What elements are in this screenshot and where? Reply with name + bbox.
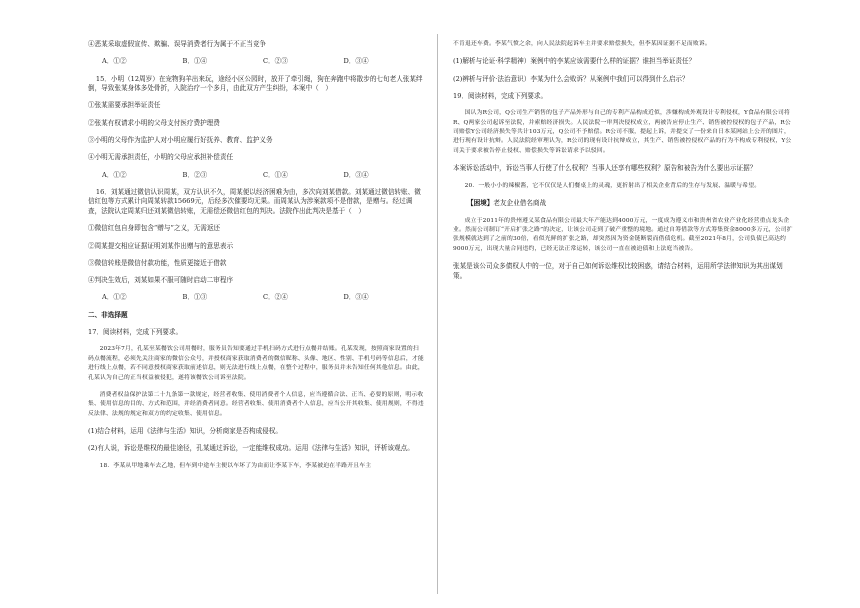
q20-label-tag: 【困境】 [467, 198, 494, 207]
choice-b: B．①③ [182, 293, 208, 302]
q20-section-label [467, 199, 793, 209]
choice-b: B．②③ [182, 170, 208, 179]
q16-option-3: ③微信转账是微信付款功能，性质更接近于借款 [88, 258, 227, 267]
choice-d: D．③④ [343, 57, 369, 66]
left-column [88, 40, 424, 479]
choice-d: D．③④ [343, 170, 369, 179]
q20-label-title: 老友企业借名商战 [493, 198, 547, 207]
q17-material-1: 2023年7月，孔某至某餐饮公司用餐时，服务员告知要通过手机扫码方式进行点餐并结账。孔某发现，按照商家设置的扫码点餐流程，必须先关注商家的微信公众号，并授权商家获取消费者的微信昵称、头像、地区、性别、手机号码等信息后，才能进行线上点餐，若不同意授权商家获取前述信息，则无法进行线上点餐，在整个过程中，服务员并未告知任何其他信息。由此，孔某认为自己的正当权益被侵犯，遂将该餐饮公司诉至法院。 [88, 346, 424, 381]
q19-stem: 19．阅读材料，完成下列要求。 [453, 91, 548, 100]
q14-option-4: ④恶某采取虚假宣传、欺骗、误导消费者行为属于不正当竞争 [88, 40, 267, 48]
q16-option-4: ④判决生效后，刘某如果不服可随时启动二审程序 [88, 276, 234, 285]
q14-choices [102, 57, 424, 67]
q15-option-2: ②张某有权请求小明的父母支付医疗费护理费 [88, 118, 220, 127]
choice-d: D．③④ [343, 293, 369, 302]
right-column [453, 40, 793, 289]
q16-option-2: ②周某提交相应证据证明刘某作出赠与的意思表示 [88, 241, 234, 250]
q17-material-2: 消费者权益保护法第二十九条第一款规定，经营者收集、使用消费者个人信息，应当遵循合法、正当、必要的原则，明示收集、使用信息的目的、方式和范围，并经消费者同意。经营者收集、使用消费者个人信息，应当公开其收集、使用规则，不得违反法律、法规的规定和双方的约定收集、使用信息。 [88, 391, 424, 417]
q17-stem: 17．阅读材料，完成下列要求。 [88, 328, 183, 336]
q15-option-4: ④小明无需承担责任，小明的父母应承担补偿责任 [88, 153, 234, 162]
q19-material: 国认为R公司，Q公司生产销售的包子产品外形与自己的专利产品构成近似，涉嫌构成外观设计专利侵权，Y食品有限公司将R、Q两家公司起诉至法院，并索赔经济损失。人民法院一审判决侵权成立，两被告应停止生产、销售被控侵权的包子产品，R公司赔偿Y公司经济损失等共计103万元，Q公司不予赔偿。R公司不服，提起上诉，并提交了一份来自日本某网站上公开的图片，进行现有设计抗辩。人民法院经审理认为，R公司的现有设计抗辩成立，其生产、销售被控侵权产品的行为不构成专利侵权，Y公司关于要求被告停止侵权、赔偿损失等诉讼请求予以驳回。 [453, 110, 792, 154]
q18-subquestion-2: (2)辨析与评价·法治意识）李某为什么会败诉？从案例中我们可以得到什么启示？ [453, 74, 689, 83]
choice-a: A．①② [102, 293, 127, 302]
q20-stem: 20．一般小小的辣椒酱，它不仅仅是人们餐桌上的灵魂，更折射出了相关企业背后的生存与发展、温暖与希望。 [464, 182, 761, 189]
q18-continuation: 不肯退还车费。李某气愤之余，向人民法院起诉车主并要求赔偿损失，但李某因证据不足而败诉。 [453, 41, 711, 47]
q20-question: 张某是该公司众多债权人中的一位，对于自己如何诉讼维权比较困惑，请结合材料，运用所学法律知识为其出谋划策。 [453, 262, 783, 280]
q15-option-1: ①张某需要承担举证责任 [88, 101, 161, 110]
choice-a: A．①② [102, 170, 127, 179]
q18-stem: 18．李某从甲地乘车去乙地，但车到中途车主便以车坏了为由而让李某下车，李某被迫在半路开且车主 [99, 462, 372, 469]
choice-c: C．②④ [263, 293, 288, 302]
q15-choices [102, 171, 424, 181]
q20-material: 成立于2011年的贵州遵义某食品有限公司最大年产能达到4000万元，一度成为遵义市和贵州省农业产业化经营重点龙头企业。然而公司制订“开启扩张之路”的决定，让该公司走到了破产重整的境地。通过自筹借款等方式筹集资金8000多万元，公司扩张规模就达到了之前的30倍，看似光鲜的扩张之路，却突然因为资金链断裂而借债危机。截至2021年8月，公司负债已高达约9000万元，出现大量合同违约，已经无法正常运转，该公司一直在被迫债和上法庭当被告。 [453, 217, 793, 252]
q17-subquestion-2: (2)有人说，诉讼是维权的最佳途径，孔某通过诉讼，一定能维权成功。运用《法律与生活》知识，评析该观点。 [88, 444, 414, 453]
section-heading: 二、非选择题 [88, 310, 128, 319]
q16-choices [102, 293, 424, 303]
q16-option-1: ①微信红包自身即包含“赠与”之义，无需返还 [88, 224, 221, 233]
q15-stem: 15．小明（12周岁）在宠物狗羊出来玩，途经小区公园时，放开了牵引绳，狗在奔跑中将散步的七旬老人张某绊倒，导致张某身体多处骨折，入院治疗一个多月，由此双方产生纠纷，本案中（ ） [88, 74, 423, 93]
q19-question: 本案诉讼活动中，诉讼当事人行使了什么权利？当事人还享有哪些权利？原告和被告为什么要出示证据？ [453, 164, 757, 173]
column-divider [437, 34, 438, 594]
choice-b: B．①④ [182, 57, 208, 66]
q15-option-3: ③小明的父母作为监护人对小明应履行好抚养、教育、监护义务 [88, 136, 273, 144]
choice-a: A．①② [102, 57, 127, 66]
q18-subquestion-1: (1)解析与论证·科学精神）案例中的李某应该需要什么样的证据？谁担当举证责任？ [453, 57, 696, 66]
q16-stem: 16．刘某通过微信认识周某，双方认识不久，周某便以经济困难为由，多次向刘某借款。刘某通过微信转账、微信红包等方式累计向周某转款15669元，后经多次催要均无果。而周某认为涉案款项不是借款，是赠与。经过调查，法院认定周某归还刘某微信转账，无需偿还微信红包的判决。法院作出此判决是基于（ ） [88, 187, 421, 216]
choice-c: C．②③ [263, 57, 288, 66]
q17-subquestion-1: (1)结合材料，运用《法律与生活》知识，分析商家是否构成侵权。 [88, 427, 282, 436]
choice-c: C．①④ [263, 170, 288, 179]
